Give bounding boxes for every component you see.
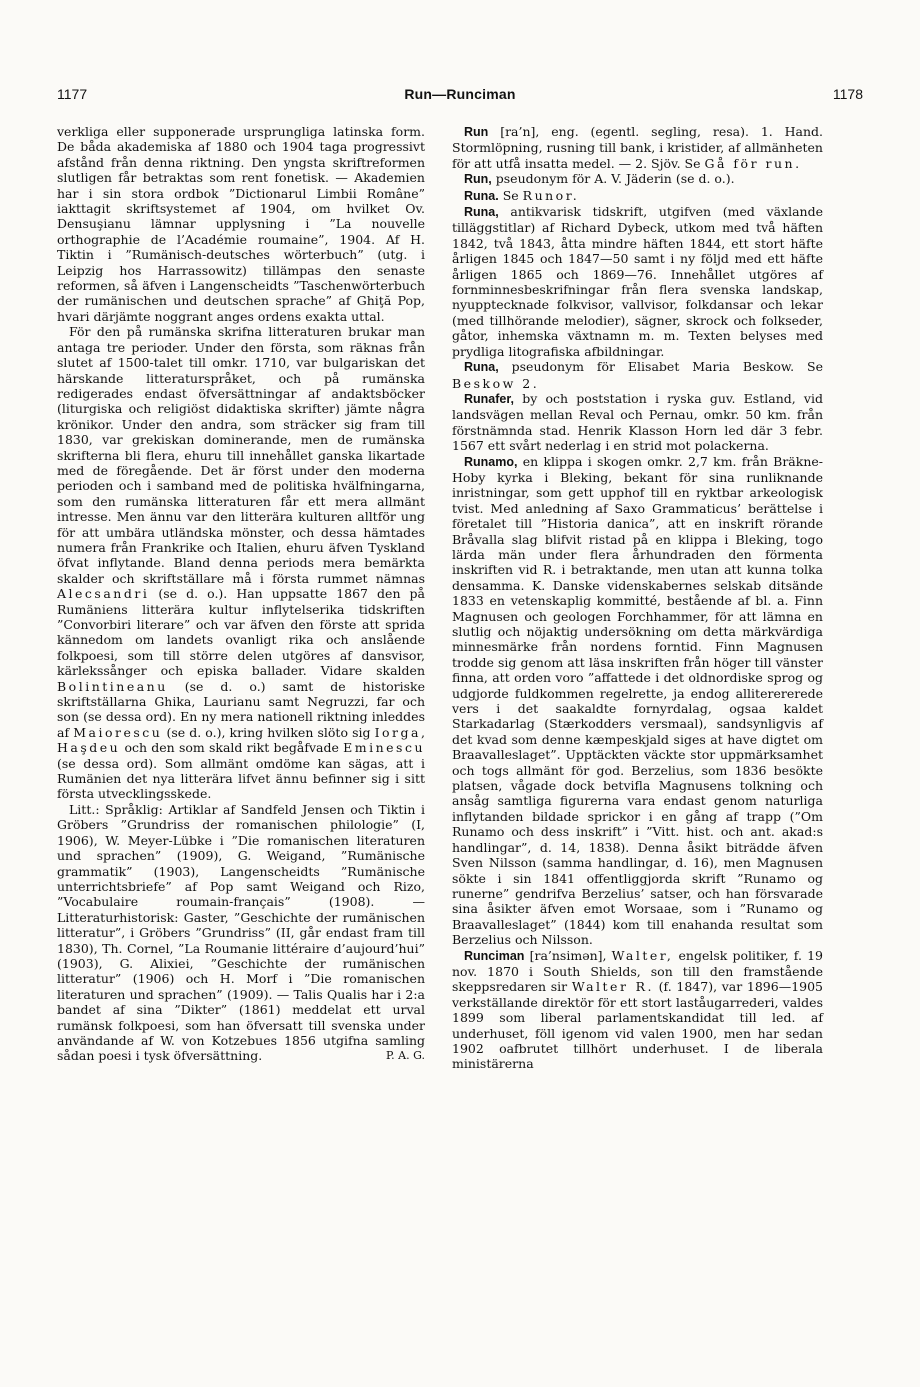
right-column bbox=[452, 124, 823, 1072]
headword: Run bbox=[464, 125, 489, 139]
name-alecsandri: Alecsandri bbox=[57, 586, 150, 602]
running-title: Run—Runciman bbox=[404, 86, 516, 102]
entry-runa-pseudonym: Runa, pseudonym för Elisabet Maria Beskow. Se Beskow 2. bbox=[452, 359, 823, 391]
headword: Runa, bbox=[464, 205, 499, 220]
entry-runa-ref: Runa. Se Runor. bbox=[464, 187, 580, 203]
headword: Runafer, bbox=[464, 391, 515, 406]
name-walter-r: Walter R. bbox=[571, 979, 654, 995]
paragraph-orthography: verkliga eller supponerade ursprungliga latinska form. De båda akademiska af 1880 och 1904 taga progressivt afstånd från denna riktning. Den yngsta skriftreformen slutligen får betraktas som rent fonetisk. — Akademien har i sin stora ordbok ”Dictionarul Limbii Române” iakttagit skriftsystemet af 1904, om hvilket Ov. Densuşianu lämnar upplysning i ”La nouvelle orthographie de l’Académie roumaine”, 1904. Af H. Tiktin i ”Rumänisch-deutsches wörterbuch” (utg. i Leipzig hos Harrassowitz) tillämpas den senaste reformen, så äfven i Langenscheidts ”Taschenwörterbuch der rumänischen und deutschen sprache” af Ghiţă Pop, hvari därjämte noggrant anges ordens exakta uttal. bbox=[57, 124, 425, 324]
name-walter: Walter, bbox=[611, 947, 674, 963]
author-signature: P. A. G. bbox=[386, 1049, 425, 1063]
cross-reference: Beskow 2. bbox=[452, 375, 540, 391]
left-page-number: 1177 bbox=[57, 86, 88, 102]
headword: Runa. bbox=[464, 188, 499, 203]
entry-run-pseudonym: Run, pseudonym för A. V. Jäderin (se d. o.). bbox=[464, 171, 735, 187]
name-iorga: Iorga bbox=[374, 724, 421, 740]
entry-runciman: Runciman [ra’nsimən], Walter, engelsk politiker, f. 19 nov. 1870 i South Shields, son till den framstående skeppsredaren sir Walter R. (f. 1847), var 1896—1905 verkställande direktör för ett stort laståugarrederi, valdes 1899 som liberal parlamentskandidat till led. af underhuset, föll igenom vid valen 1900, men har sedan 1902 oafbrutet tillhört underhuset. I de liberala ministärerna bbox=[452, 947, 823, 1072]
page-header bbox=[57, 86, 863, 110]
name-maiorescu: Maiorescu bbox=[73, 724, 163, 740]
entry-run: Run [ra’n], eng. (egentl. segling, resa). 1. Hand. Stormlöpning, rusning till bank, i kristider, af allmänheten för att utfå insatta medel. — 2. Sjöv. Se Gå för run. bbox=[452, 124, 824, 171]
entry-runafer: Runafer, by och poststation i ryska guv. Estland, vid landsvägen mellan Reval och Pernau, omkr. 50 km. från förstnämnda stad. Henrik Klasson Horn led där 3 febr. 1567 ett svårt nederlag i en strid mot polackerna. bbox=[452, 390, 823, 454]
paragraph-literature-periods: För den på rumänska skrifna litteraturen brukar man antaga tre perioder. Under den första, som räknas från slutet af 1500-talet till omkr. 1710, var bulgariskan det härskande litteraturspråket, och på rumänska redigerades endast öfversättningar af andaktsböcker (liturgiska och religiöst didaktiska skrifter) jämte några krönikor. Under den andra, som sträcker sig fram till 1830, var grekiskan dominerande, men de rumänska skrifterna bli flera, ehuru till innehållet ganska likartade med de föregående. Det är först under den moderna perioden och i samband med de politiska hvälfningarna, som den rumänska litteraturen får ett mera allmänt intresse. Men ännu var den litterära kulturen alltför ung för att umbära utländska mönster, och dessa hämtades numera från Frankrike och Italien, ehuru äfven Tyskland öfvat inflytande. Bland denna periods mera bemärkta skalder och skriftställare må i första rummet nämnas Alecsandri (se d. o.). Han uppsatte 1867 den på Rumäniens litterära kultur inflytelserika tidskriften ”Convorbiri literare” och var äfven den förste att sprida kännedom om landets ovanligt rika och anslående folkpoesi, som till större delen utgöres af dansvisor, kärlekssånger och episka ballader. Vidare skalden Bolintineanu (se d. o.) samt de historiske skriftställarna Ghika, Laurianu samt Negruzzi, far och son (se dessa ord). En ny mera nationell riktning inleddes af Maiorescu (se d. o.), kring hvilken slöto sig Iorga, Haşdeu och den som skald rikt begåfvade Eminescu (se dessa ord). Som allmänt omdöme kan sägas, att i Rumänien det nya litterära lifvet ännu befinner sig i sitt första utvecklingsskede. bbox=[57, 324, 426, 802]
headword: Runciman bbox=[464, 948, 525, 963]
headword: Runa, bbox=[464, 360, 499, 375]
right-page-number: 1178 bbox=[832, 86, 863, 102]
paragraph-literature-refs: Litt.: Språklig: Artiklar af Sandfeld Jensen och Tiktin i Gröbers ”Grundriss der romanischen philologie” (I, 1906), W. Meyer-Lübke i ”Die romanischen literaturen und sprachen” (1909), G. Weigand, ”Rumänische grammatik” (1903), Langenscheidts ”Rumänische unterrichtsbriefe” af Pop samt Weigand och Rizo, ”Vocabulaire roumain-français” (1908). — Litteraturhistorisk: Gaster, ”Geschichte der rumänischen litteratur”, i Gröbers ”Grundriss” (II, går endast fram till 1830), Th. Cornel, ”La Roumanie littéraire d’aujourd’hui” (1903), G. Alixiei, ”Geschichte der rumänischen litteratur” (1906) och H. Morf i ”Die romanischen literaturen und sprachen” (1909). — Talis Qualis har i 2:a bandet af sina ”Dikter” (1861) meddelat ett urval rumänsk folkpoesi, som han öfversatt till svenska under användande af W. von Kotzebues 1856 utgifna samling sådan poesi i tysk öfversättning. P. A. G. bbox=[57, 801, 425, 1064]
name-hasdeu: Haşdeu bbox=[57, 740, 121, 756]
entry-runa-journal: Runa, antikvarisk tidskrift, utgifven (med växlande tilläggstitlar) af Richard Dybeck, utkom med två häften 1842, två 1843, åtta mindre häften 1844, ett stort häfte årligen 1845 och 1847—50 samt i ny följd med ett häfte årligen 1865 och 1869—76. Innehållet utgöres af fornminnesbeskrifningar från flera svenska landskap, nyupptecknade folkvisor, vallvisor, folkdansar och lekar (med tillhörande melodier), sägner, skrock och folkseder, gåtor, inhemska växtnamn m. m. Texten belyses med prydliga litografiska afbildningar. bbox=[452, 204, 823, 359]
name-bolintineanu: Bolintineanu bbox=[57, 678, 168, 694]
cross-reference: Runor. bbox=[522, 187, 580, 203]
left-column bbox=[57, 124, 425, 1064]
headword: Runamo, bbox=[464, 454, 518, 469]
cross-reference: Gå för run. bbox=[704, 155, 802, 171]
headword: Run, bbox=[464, 172, 492, 187]
name-eminescu: Eminescu bbox=[343, 740, 426, 756]
entry-runamo: Runamo, en klippa i skogen omkr. 2,7 km. från Bräkne-Hoby kyrka i Bleking, bekant för sina runliknande inristningar, som gett upphof till en ryktbar arkeologisk tvist. Med anledning af Saxo Grammaticus’ berättelse i företalet till ”Historia danica”, att en inskrift rörande Bråvalla slag blifvit ristad på en klippa i Bleking, togo lärda män under flera århundraden den förmenta inskriften vid R. i betraktande, men utan att kunna tolka densamma. K. Danske videnskabernes selskab ditsände 1833 en vetenskaplig kommitté, bestående af bl. a. Finn Magnusen och geologen Forchhammer, för att lämna en slutlig och nöjaktig undersökning om detta märkvärdiga minnesmärke från nordens forntid. Finn Magnusen trodde sig genom att läsa inskriften från höger till vänster finna, att orden voro ”affattede i det oldnordiske sprog og udgjorde fuldkommen regelrette, ja endog alliterererede vers i det saakaldte fornyrdalag, ogsaa kaldet Starkadarlag (Stærkodders versmaal), sandsynligvis af det kvad som denne kæmpeskjald siges at have digtet om Braavalleslaget”. Upptäckten väckte stor uppmärksamhet och togs allmänt för god. Berzelius, som 1836 besökte platsen, vågade dock betvifla Magnusens tolkning och ansåg samtliga figurerna vara endast genom naturliga inflytanden bildade sprickor i en gång af trapp (”Om Runamo och dess inskrift” i ”Vitt. hist. och ant. akad:s handlingar”, d. 14, 1838). Denna åsikt biträdde äfven Sven Nilsson (samma handlingar, d. 16), men Magnusen sökte i sin 1841 offentliggjorda skrift ”Runamo og runerne” gendrifva Berzelius’ satser, och han försvarade sina åsikter äfven emot Worsaae, som i ”Runamo og Braavalleslaget” (1844) kom till enahanda resultat som Berzelius och Nilsson. bbox=[452, 453, 823, 948]
